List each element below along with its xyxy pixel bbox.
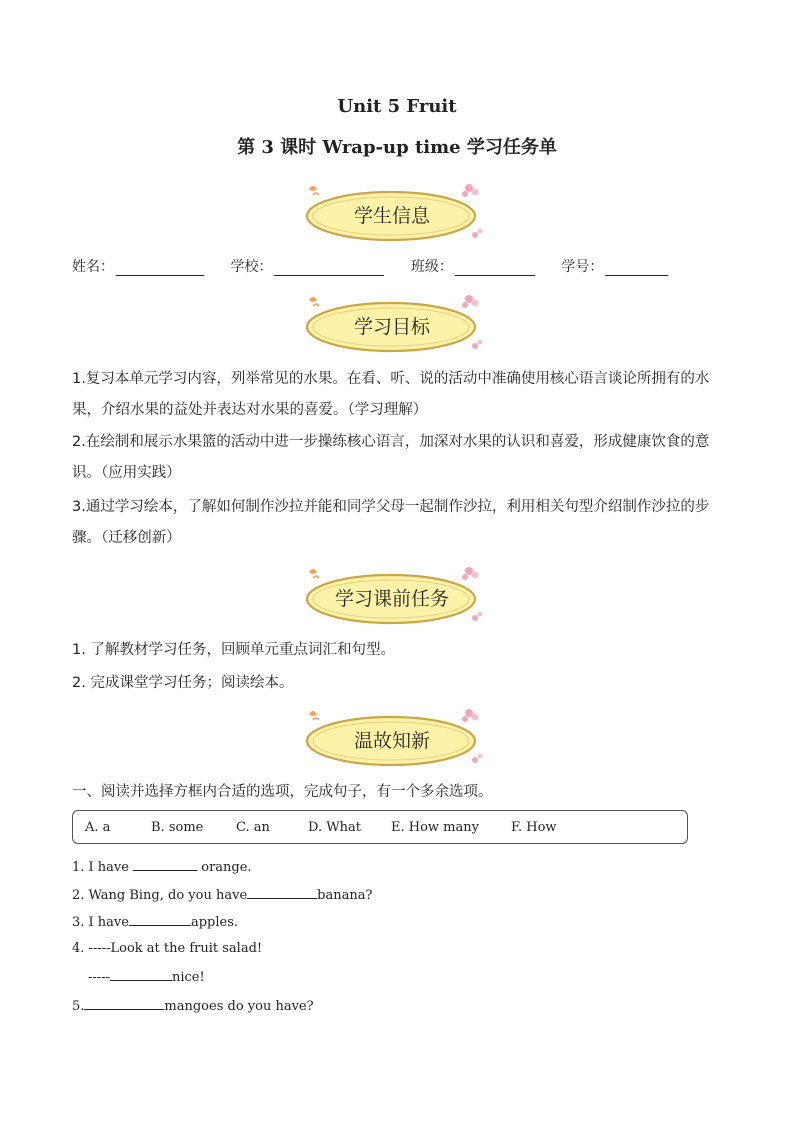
answer-blank[interactable] <box>129 913 191 926</box>
objective-2: 2.在绘制和展示水果篮的活动中进一步操练核心语言，加深对水果的认识和喜爱，形成健康饮食的意识。（应用实践） <box>72 434 710 481</box>
lesson-subtitle: 第 3 课时 Wrap-up time 学习任务单 <box>237 137 557 158</box>
objective-1: 1.复习本单元学习内容，列举常见的水果。在看、听、说的活动中准确使用核心语言谈论所拥有的水果，介绍水果的益处并表达对水果的喜爱。（学习理解） <box>72 371 710 418</box>
banner-student-info <box>297 183 497 245</box>
banner-label: 学习课前任务 <box>334 588 449 610</box>
unit-title: Unit 5 Fruit <box>337 96 457 117</box>
question-3: 3. I have apples. <box>72 915 239 930</box>
answer-blank[interactable] <box>110 968 172 981</box>
number-label: 学号： <box>561 259 604 275</box>
school-field[interactable] <box>274 261 384 276</box>
answer-blank[interactable] <box>247 886 317 899</box>
banner-label: 温故知新 <box>353 730 430 752</box>
question-2: 2. Wang Bing, do you have banana? <box>72 888 373 903</box>
student-info-row <box>72 256 668 276</box>
number-field[interactable] <box>605 261 668 276</box>
option-b: B. some <box>151 820 204 835</box>
banner-objectives <box>297 294 497 356</box>
option-c: C. an <box>236 820 270 835</box>
pre-task-1: 1. 了解教材学习任务，回顾单元重点词汇和句型。 <box>72 642 395 658</box>
option-a: A. a <box>85 820 111 835</box>
objective-3: 3.通过学习绘本，了解如何制作沙拉并能和同学父母一起制作沙拉，利用相关句型介绍制作沙拉的步骤。（迁移创新） <box>72 499 710 546</box>
pre-task-2: 2. 完成课堂学习任务；阅读绘本。 <box>72 675 294 691</box>
answer-blank[interactable] <box>133 858 197 871</box>
option-d: D. What <box>308 820 361 835</box>
name-field[interactable] <box>116 261 204 276</box>
option-f: F. How <box>511 820 557 835</box>
question-5: 5. mangoes do you have? <box>72 999 314 1014</box>
banner-label: 学生信息 <box>353 205 430 227</box>
question-4: 4. -----Look at the fruit salad! <box>72 941 263 956</box>
question-4-reply: ----- nice! <box>88 970 205 985</box>
exercise-instruction: 一、阅读并选择方框内合适的选项，完成句子，有一个多余选项。 <box>72 784 493 800</box>
name-label: 姓名： <box>72 259 114 275</box>
answer-blank[interactable] <box>84 997 164 1010</box>
option-e: E. How many <box>391 820 479 835</box>
question-1: 1. I have orange. <box>72 860 252 875</box>
banner-label: 学习目标 <box>353 316 430 338</box>
class-field[interactable] <box>455 261 535 276</box>
options-box <box>72 810 688 844</box>
banner-review <box>297 708 497 770</box>
banner-pre-class <box>297 566 497 628</box>
school-label: 学校： <box>230 259 273 275</box>
class-label: 班级： <box>410 259 453 275</box>
